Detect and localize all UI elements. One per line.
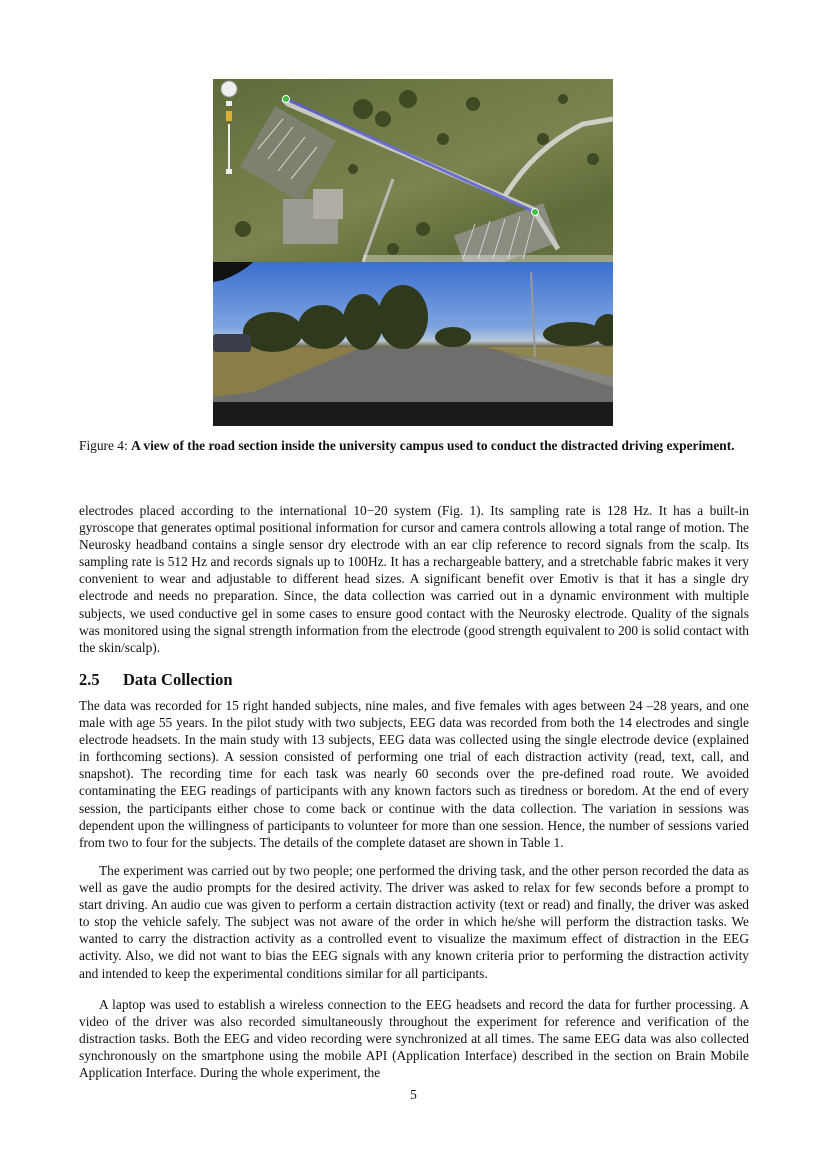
road-photo-image bbox=[213, 262, 613, 426]
route-end-marker bbox=[532, 209, 539, 216]
figure-4 bbox=[213, 79, 613, 426]
route-start-marker bbox=[283, 96, 290, 103]
figure-label: Figure 4: bbox=[79, 438, 128, 453]
building-roof bbox=[313, 189, 343, 219]
parking-lot-right bbox=[454, 203, 558, 262]
map-attribution-bg bbox=[363, 255, 613, 262]
section-heading bbox=[79, 670, 233, 690]
map-zoom-in-button[interactable] bbox=[226, 101, 232, 106]
roadside-trees bbox=[243, 285, 613, 352]
section-title: Data Collection bbox=[123, 670, 233, 689]
paragraph-3: A laptop was used to establish a wireless connection to the EEG headsets and record the data for further processing. A video of the driver was also recorded simultaneously throughout the experiment for reference and verification of the distraction tasks. Both the EEG and video recording were synchronized at all times. The same EEG data was also collected synchronously on the smartphone using the mobile API (Application Interface) described in the section on Brain Mobile Application Interface. During the whole experiment, the bbox=[79, 997, 749, 1081]
map-zoom-out-button[interactable] bbox=[226, 169, 232, 174]
light-pole bbox=[531, 272, 535, 357]
map-pan-control[interactable] bbox=[221, 81, 237, 97]
section-number: 2.5 bbox=[79, 670, 100, 689]
car-dashboard bbox=[213, 402, 613, 426]
road-photo-drawing bbox=[213, 262, 613, 426]
page-number: 5 bbox=[410, 1087, 417, 1102]
satellite-map-image bbox=[213, 79, 613, 262]
street-view-pegman-icon[interactable] bbox=[226, 111, 232, 121]
parked-car bbox=[213, 334, 251, 352]
figure-caption bbox=[79, 437, 749, 454]
paragraph-intro: electrodes placed according to the international 10−20 system (Fig. 1). Its sampling rate is 128 Hz. It has a built-in gyroscope that generates optimal positional information for cursor and camera controls allowing a total range of motion. The Neurosky headband contains a single sensor dry electrode with an ear clip reference to record signals from the scalp. Its sampling rate is 512 Hz and records signals up to 100Hz. It has a rechargeable battery, and a stretchable fabric makes it very convenient to wear and adjustable to different head sizes. A significant benefit over Emotiv is that it has a single dry electrode and needs no preparation. Since, the data collection was carried out in a dynamic environment with multiple subjects, we used conductive gel in some cases to ensure good contact with the Neurosky electrode. Quality of the signals was monitored using the signal strength information from the electrode (good strength equivalent to 200 is solid contact with the skin/scalp). bbox=[79, 503, 749, 655]
windshield-frame bbox=[213, 262, 253, 282]
paragraph-1: The data was recorded for 15 right handed subjects, nine males, and five females with ages between 24 –28 years, and one male with age 55 years. In the pilot study with two subjects, EEG data was recorded from both the 14 electrodes and single electrode headsets. In the main study with 13 subjects, EEG data was collected using the single electrode device (explained in forthcoming sections). A session consisted of performing one trial of each distraction activity (read, text, call, and snapshot). The recording time for each task was nearly 60 seconds over the pre-defined road route. We avoided contaminating the EEG readings of participants with any known factors such as tiredness or boredom. At the end of every session, the participants either chose to come back or continue with the data collection. The variation in sessions was dependent upon the willingness of participants to volunteer for more than one session. Hence, the number of sessions varied from two to four for the subjects. The details of the complete dataset are shown in Table 1. bbox=[79, 698, 749, 850]
paragraph-2: The experiment was carried out by two people; one performed the driving task, and the other person recorded the data as well as gave the audio prompts for the desired activity. The driver was asked to relax for few seconds before a prompt to start driving. An audio cue was given to perform a certain distraction activity (text or read) and finally, the driver was asked to stop the vehicle safely. The subject was not aware of the order in which he/she will perform the distraction tasks. We wanted to carry the distraction activity as a controlled event to visualize the maximum effect of distraction in the EEG activity. Also, we did not want to bias the EEG signals with any known criteria prior to performing the distraction activity and intended to keep the experimental conditions similar for all participants. bbox=[79, 863, 749, 981]
map-drawing bbox=[213, 79, 613, 262]
figure-caption-text: A view of the road section inside the university campus used to conduct the distracted driving experiment. bbox=[131, 438, 735, 453]
